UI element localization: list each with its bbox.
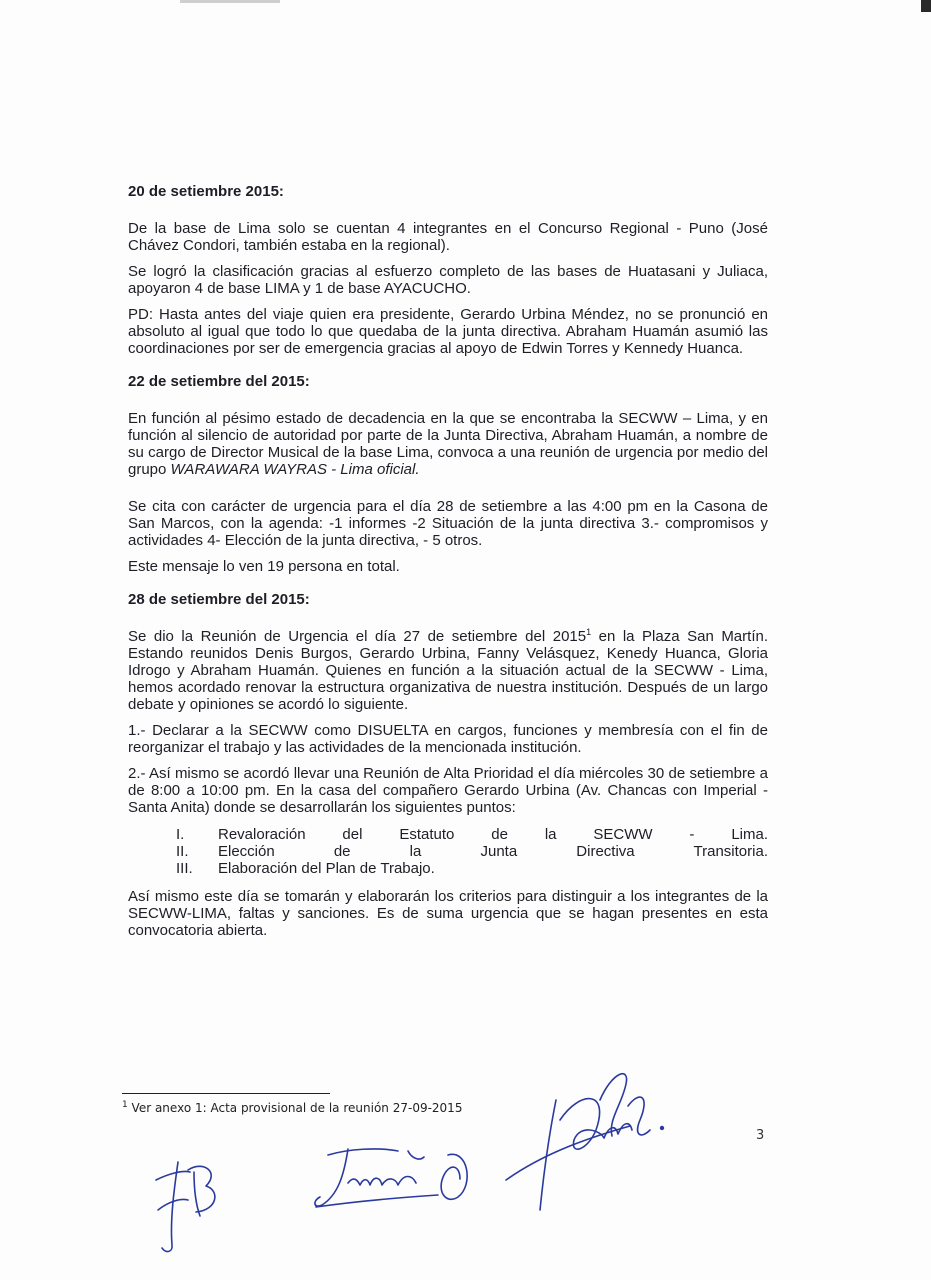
- list-text: Elección de la Junta Directiva Transitoria.: [218, 843, 768, 860]
- paragraph: 2.- Así mismo se acordó llevar una Reunión de Alta Prioridad el día miércoles 30 de setiembre a de 8:00 a 10:00 pm. En la casa del compañero Gerardo Urbina (Av. Chancas con Imperial - Santa Anita) donde se desarrollarán los siguientes puntos:: [128, 765, 768, 816]
- list-number: I.: [176, 826, 185, 843]
- section-heading: 28 de setiembre del 2015:: [128, 591, 310, 608]
- list-number: III.: [176, 860, 193, 877]
- paragraph-text: Se dio la Reunión de Urgencia el día 27 de setiembre del 2015: [128, 628, 587, 645]
- section-heading: 20 de setiembre 2015:: [128, 183, 284, 200]
- scan-edge: [921, 0, 931, 12]
- scan-mark: [180, 0, 280, 3]
- paragraph: [128, 628, 768, 713]
- list-text: Revaloración del Estatuto de la SECWW - Lima.: [218, 826, 768, 843]
- list-item: [176, 826, 768, 843]
- list-item: [176, 860, 768, 877]
- paragraph: [128, 410, 768, 478]
- section-heading: 22 de setiembre del 2015:: [128, 373, 310, 390]
- paragraph-text: En función al pésimo estado de decadencia en la que se encontraba la SECWW – Lima, y en función al silencio de autoridad por parte de la Junta Directiva, Abraham Huamán, a nombre de su cargo de Director Musical de la base Lima, convoca a una reunión de urgencia por medio del grupo: [128, 410, 768, 478]
- group-name: WARAWARA WAYRAS - Lima oficial.: [170, 461, 420, 478]
- footnote-number: 1: [122, 1100, 128, 1110]
- footnote: [122, 1101, 462, 1115]
- paragraph: Este mensaje lo ven 19 persona en total.: [128, 558, 400, 575]
- paragraph: Así mismo este día se tomarán y elaborarán los criterios para distinguir a los integrantes de la SECWW-LIMA, faltas y sanciones. Es de suma urgencia que se hagan presentes en esta convocatoria abierta.: [128, 888, 768, 939]
- agenda-list: [128, 826, 768, 877]
- paragraph: Se logró la clasificación gracias al esfuerzo completo de las bases de Huatasani y Juliaca, apoyaron 4 de base LIMA y 1 de base AYACUCHO.: [128, 263, 768, 297]
- paragraph: Se cita con carácter de urgencia para el día 28 de setiembre a las 4:00 pm en la Casona de San Marcos, con la agenda: -1 informes -2 Situación de la junta directiva 3.- compromisos y actividades 4- Elección de la junta directiva, - 5 otros.: [128, 498, 768, 549]
- footnote-text: Ver anexo 1: Acta provisional de la reunión 27-09-2015: [127, 1101, 463, 1115]
- list-number: II.: [176, 843, 189, 860]
- paragraph: De la base de Lima solo se cuentan 4 integrantes en el Concurso Regional - Puno (José Chávez Condori, también estaba en la regional).: [128, 220, 768, 254]
- paragraph: 1.- Declarar a la SECWW como DISUELTA en cargos, funciones y membresía con el fin de reorganizar el trabajo y las actividades de la mencionada institución.: [128, 722, 768, 756]
- signature-3: [500, 1060, 680, 1220]
- list-item: [176, 843, 768, 860]
- paragraph-text: en la Plaza San Martín. Estando reunidos Denis Burgos, Gerardo Urbina, Fanny Velásquez, Kenedy Huanca, Gloria Idrogo y Abraham Huamán. Quienes en función a la situación actual de la SECWW - Lima, hemos acordado renovar la estructura organizativa de nuestra institución. Después de un largo debate y opiniones se acordó lo siguiente.: [128, 628, 768, 713]
- footnote-divider: [122, 1093, 330, 1094]
- signature-1: [148, 1150, 228, 1260]
- document-body: [128, 183, 768, 948]
- footnote-ref: 1: [586, 627, 592, 637]
- signature-2: [308, 1135, 478, 1225]
- paragraph: PD: Hasta antes del viaje quien era presidente, Gerardo Urbina Méndez, no se pronunció en absoluto al igual que todo lo que quedaba de la junta directiva. Abraham Huamán asumió las coordinaciones por ser de emergencia gracias al apoyo de Edwin Torres y Kennedy Huanca.: [128, 306, 768, 357]
- list-text: Elaboración del Plan de Trabajo.: [218, 860, 435, 877]
- page-number: 3: [756, 1128, 765, 1143]
